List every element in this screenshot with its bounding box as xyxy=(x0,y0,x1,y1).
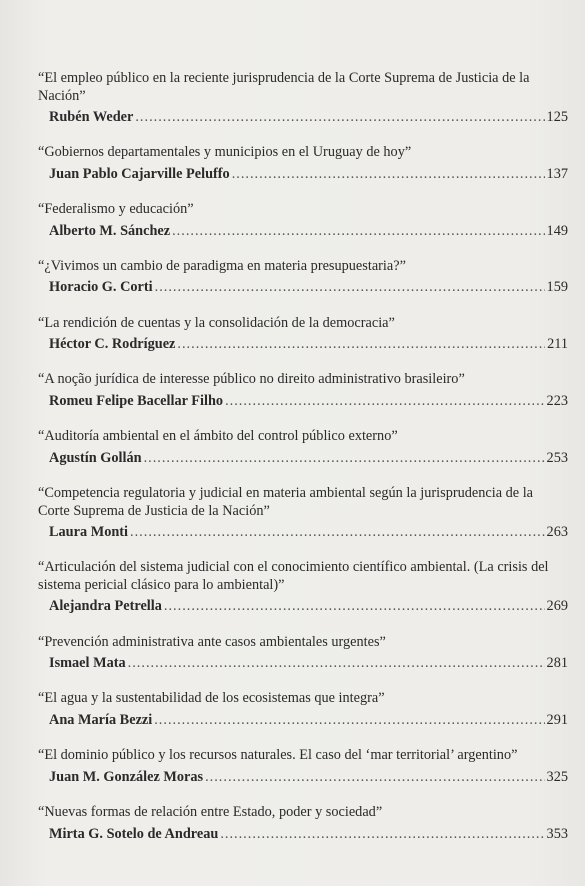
entry-author: Horacio G. Corti xyxy=(49,279,153,296)
toc-entry xyxy=(38,70,568,126)
entry-title: “¿Vivimos un cambio de paradigma en materia presupuestaria?” xyxy=(38,257,406,274)
dot-leader xyxy=(130,524,545,541)
toc-entry xyxy=(38,485,568,541)
toc-entry xyxy=(38,315,568,354)
toc-entry xyxy=(38,201,568,240)
toc-entry xyxy=(38,258,568,297)
entry-author: Mirta G. Sotelo de Andreau xyxy=(49,825,219,842)
entry-author: Alejandra Petrella xyxy=(49,598,162,615)
dot-leader xyxy=(172,223,544,240)
entry-page-number: 137 xyxy=(546,165,568,182)
entry-page-number: 353 xyxy=(546,825,568,842)
entry-line xyxy=(38,450,568,467)
dot-leader xyxy=(128,655,545,672)
entry-author: Héctor C. Rodríguez xyxy=(49,336,176,353)
dot-leader xyxy=(205,769,544,786)
entry-line xyxy=(38,769,568,786)
toc-entry xyxy=(38,634,568,673)
entry-title: “Articulación del sistema judicial con el conocimiento científico ambiental. (La crisis del sistema pericial clásico para lo ambiental)” xyxy=(38,559,549,593)
toc-entry xyxy=(38,144,568,183)
toc-entry xyxy=(38,690,568,729)
entry-title: “Prevención administrativa ante casos ambientales urgentes” xyxy=(38,633,386,650)
entry-line xyxy=(38,223,568,240)
entry-author: Rubén Weder xyxy=(49,109,134,125)
table-of-contents xyxy=(38,70,568,861)
entry-page-number: 223 xyxy=(546,392,568,409)
entry-line xyxy=(38,598,568,615)
entry-title: “A noção jurídica de interesse público no direito administrativo brasileiro” xyxy=(38,371,465,388)
entry-author: Juan M. González Moras xyxy=(49,768,204,785)
entry-title: “El empleo público en la reciente jurisprudencia de la Corte Suprema de Justicia de la Nación” xyxy=(38,70,530,104)
entry-author: Romeu Felipe Bacellar Filho xyxy=(49,392,224,409)
entry-author: Alberto M. Sánchez xyxy=(49,222,171,239)
entry-title: “Federalismo y educación” xyxy=(38,201,194,218)
dot-leader xyxy=(164,598,545,615)
dot-leader xyxy=(154,712,544,729)
entry-line xyxy=(38,166,568,183)
entry-line xyxy=(38,524,568,541)
dot-leader xyxy=(225,393,544,410)
entry-page-number: 159 xyxy=(546,279,568,296)
toc-entry xyxy=(38,747,568,786)
dot-leader xyxy=(232,166,545,183)
entry-page-number: 125 xyxy=(546,109,568,125)
entry-page-number: 263 xyxy=(546,524,568,541)
entry-title: “El agua y la sustentabilidad de los ecosistemas que integra” xyxy=(38,690,385,707)
entry-title: “Gobiernos departamentales y municipios en el Uruguay de hoy” xyxy=(38,144,412,161)
entry-title: “El dominio público y los recursos naturales. El caso del ‘mar territorial’ argentino” xyxy=(38,747,518,764)
entry-line xyxy=(38,279,568,296)
entry-title: “La rendición de cuentas y la consolidación de la democracia” xyxy=(38,314,395,331)
entry-line xyxy=(38,826,568,843)
entry-line xyxy=(38,336,568,353)
entry-author: Agustín Gollán xyxy=(49,449,142,466)
toc-entry xyxy=(38,804,568,843)
dot-leader xyxy=(177,336,545,353)
toc-entry xyxy=(38,371,568,410)
toc-entry xyxy=(38,428,568,467)
toc-entry xyxy=(38,559,568,615)
dot-leader xyxy=(135,109,544,126)
entry-author: Laura Monti xyxy=(49,524,129,541)
entry-title: “Competencia regulatoria y judicial en materia ambiental según la jurisprudencia de la Corte Suprema de Justicia de la Nación” xyxy=(38,485,534,519)
entry-page-number: 211 xyxy=(547,336,568,353)
dot-leader xyxy=(220,826,544,843)
dot-leader xyxy=(144,450,545,467)
entry-page-number: 269 xyxy=(546,598,568,615)
entry-page-number: 253 xyxy=(546,449,568,466)
entry-title: “Nuevas formas de relación entre Estado, poder y sociedad” xyxy=(38,804,383,821)
entry-page-number: 291 xyxy=(546,711,568,728)
dot-leader xyxy=(155,279,545,296)
entry-author: Ismael Mata xyxy=(49,655,126,672)
entry-line xyxy=(38,109,568,126)
entry-line xyxy=(38,393,568,410)
entry-author: Ana María Bezzi xyxy=(49,711,153,728)
entry-author: Juan Pablo Cajarville Peluffo xyxy=(49,165,230,182)
entry-title: “Auditoría ambiental en el ámbito del control público externo” xyxy=(38,428,398,445)
entry-page-number: 325 xyxy=(546,768,568,785)
entry-line xyxy=(38,655,568,672)
entry-line xyxy=(38,712,568,729)
entry-page-number: 149 xyxy=(546,222,568,239)
entry-page-number: 281 xyxy=(546,655,568,672)
